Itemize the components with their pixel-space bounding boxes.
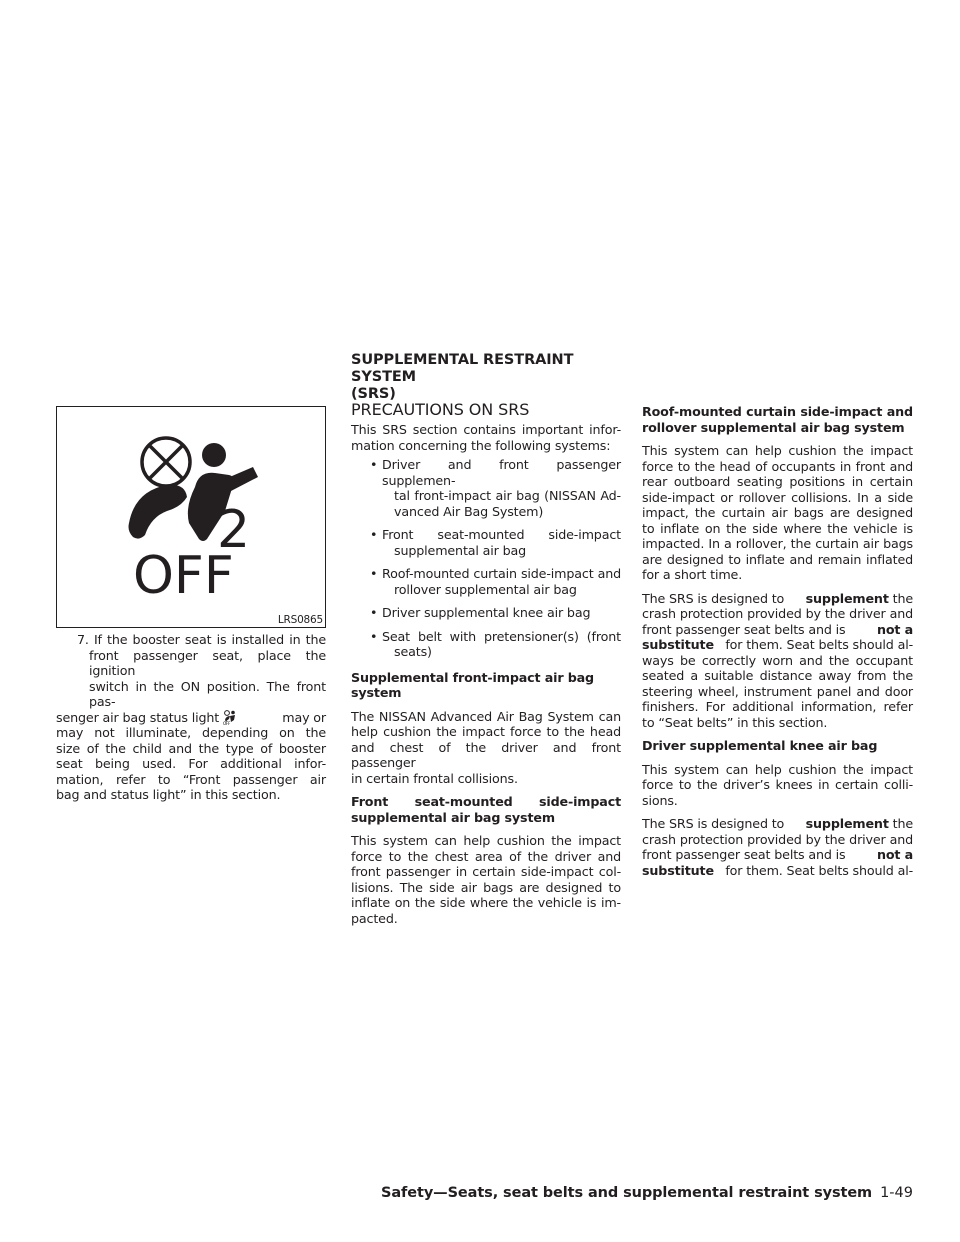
curtain-line-7: impacted. In a rollover, the curtain air bags [642, 536, 913, 551]
passenger-airbag-off-icon [57, 407, 325, 627]
intro-line-2: mation concerning the following systems: [351, 437, 611, 453]
curtain-line-5: impact, the curtain air bags are designed [642, 505, 913, 520]
knee-paragraph [642, 762, 913, 809]
side-impact-line-2: force to the chest area of the driver and [351, 848, 621, 864]
bullet-1-line-1: Driver and front passenger supplemen- [382, 457, 621, 488]
bullet-item-1 [351, 457, 621, 519]
item7-line-4 [56, 710, 326, 726]
bullet-symbol: • [370, 628, 378, 644]
para-a-line-8: finishers. For additional information, refer [642, 699, 913, 714]
bullet-3-line-2: rollover supplemental air bag [394, 581, 577, 597]
curtain-line-9: for a short time. [642, 567, 743, 582]
side-impact-line-4: lisions. The side air bags are designed to [351, 879, 621, 895]
item7-line-9: bag and status light” in this section. [56, 787, 281, 802]
side-impact-heading-line-1: Front seat-mounted side-impact [351, 794, 621, 809]
bullet-4-line-1: Driver supplemental knee air bag [382, 605, 591, 620]
front-impact-line-2: help cushion the impact force to the head [351, 724, 621, 739]
curtain-line-6: to inflate on the side where the vehicle is [642, 520, 913, 536]
item7-line-6: size of the child and the type of booster [56, 740, 326, 756]
page-footer [381, 1184, 913, 1202]
subheading-curtain [642, 404, 913, 435]
curtain-heading-line-1: Roof-mounted curtain side-impact and [642, 404, 913, 419]
item7-line-4-text: senger air bag status light [56, 709, 220, 725]
curtain-line-3: rear outboard seating positions in certain [642, 474, 913, 489]
column-2 [351, 400, 621, 926]
bullet-item-2 [351, 527, 621, 558]
para-a-l3-bold: not a [876, 621, 913, 637]
bullet-symbol: • [370, 527, 378, 542]
para-b-line-1 [642, 816, 913, 832]
para-b-l3-pre: front passenger seat belts and is [642, 847, 846, 862]
para-a-line-5: ways be correctly worn and the occupant [642, 652, 913, 668]
item7-line-1: 7. If the booster seat is installed in the [77, 632, 326, 647]
supplement-paragraph-a [642, 591, 913, 731]
curtain-line-1: This system can help cushion the impact [642, 443, 913, 458]
item7-line-4-end: may or [282, 709, 326, 725]
para-b-l1-post: the [892, 816, 913, 831]
side-impact-line-3: front passenger in certain side-impact col- [351, 864, 621, 879]
bullet-2-line-2: supplemental air bag [394, 542, 527, 558]
bullet-symbol: • [370, 566, 378, 581]
column-1 [56, 632, 326, 803]
footer-title: Safety—Seats, seat belts and supplemental restraint system [381, 1185, 873, 1201]
bullet-2-line-1: Front seat-mounted side-impact [382, 527, 621, 542]
column-3 [642, 404, 913, 878]
bullet-symbol: • [370, 605, 378, 620]
bullet-5-line-1: Seat belt with pretensioner(s) (front [382, 628, 621, 644]
para-a-line-2: crash protection provided by the driver and [642, 606, 913, 621]
intro-line-1: This SRS section contains important infor- [351, 422, 621, 437]
front-impact-paragraph [351, 709, 621, 787]
knee-line-3: sions. [642, 792, 678, 808]
para-a-l1-bold: supplement [805, 590, 889, 606]
item7-line-5: may not illuminate, depending on the [56, 725, 326, 740]
bullet-item-3 [351, 566, 621, 597]
knee-line-2: force to the driver’s knees in certain colli- [642, 777, 913, 792]
para-b-line-2: crash protection provided by the driver and [642, 831, 913, 847]
svg-text:OFF: OFF [223, 720, 231, 725]
figure-icon-status: OFF [133, 546, 234, 606]
side-impact-line-5: inflate on the side where the vehicle is im- [351, 895, 621, 910]
para-b-l4-post: for them. Seat belts should al- [725, 862, 913, 878]
curtain-line-8: are designed to inflate and remain inflated [642, 551, 913, 567]
section-title-line-2: (SRS) [351, 386, 396, 402]
item7-line-3: switch in the ON position. The front pas- [89, 678, 326, 709]
curtain-heading-line-2: rollover supplemental air bag system [642, 419, 905, 435]
supplement-paragraph-b [642, 816, 913, 878]
para-a-line-3 [642, 622, 913, 638]
para-b-l1-pre: The SRS is designed to [642, 816, 785, 831]
bullet-3-line-1: Roof-mounted curtain side-impact and [382, 566, 621, 581]
para-a-l4-bold: substitute [642, 637, 714, 652]
subheading-front-impact: Supplemental front-impact air bag system [351, 669, 594, 700]
para-b-l3-bold: not a [876, 847, 913, 862]
section-title-line-1: SUPPLEMENTAL RESTRAINT SYSTEM [351, 352, 574, 385]
curtain-paragraph [642, 443, 913, 583]
figure-label: LRS0865 [277, 614, 323, 626]
para-a-line-7: steering wheel, instrument panel and door [642, 683, 913, 699]
bullet-item-5 [351, 629, 621, 660]
bullet-symbol: • [370, 457, 378, 472]
figure-passenger-airbag-off [56, 406, 326, 628]
front-impact-line-3: and chest of the driver and front passenger [351, 739, 621, 770]
section-title [351, 352, 631, 403]
list-item-7 [56, 632, 326, 803]
para-b-line-3 [642, 847, 913, 863]
bullet-5-line-2: seats) [394, 644, 432, 659]
para-a-line-1 [642, 591, 913, 607]
heading-precautions: PRECAUTIONS ON SRS [351, 400, 530, 419]
airbag-status-light-icon [223, 710, 239, 725]
para-a-line-4 [642, 637, 913, 653]
front-impact-line-1: The NISSAN Advanced Air Bag System can [351, 708, 621, 724]
front-impact-line-4: in certain frontal collisions. [351, 770, 518, 786]
bullet-item-4 [351, 605, 621, 621]
side-impact-line-1: This system can help cushion the impact [351, 833, 621, 848]
subheading-side-impact [351, 794, 621, 825]
item7-line-2: front passenger seat, place the ignition [89, 647, 326, 678]
para-a-line-9: to “Seat belts” in this section. [642, 714, 828, 730]
para-b-line-4 [642, 863, 913, 879]
curtain-line-4: side-impact or rollover collisions. In a side [642, 489, 913, 505]
side-impact-paragraph [351, 833, 621, 926]
item7-line-7: seat being used. For additional infor- [56, 756, 326, 771]
knee-line-1: This system can help cushion the impact [642, 761, 913, 777]
para-b-l4-bold: substitute [642, 862, 714, 878]
bullet-1-line-2: tal front-impact air bag (NISSAN Ad- [394, 488, 621, 503]
side-impact-line-6: pacted. [351, 910, 398, 926]
page-number: 1-49 [880, 1185, 913, 1201]
side-impact-heading-line-2: supplemental air bag system [351, 809, 555, 825]
para-a-l1-pre: The SRS is designed to [642, 590, 785, 606]
item7-line-8: mation, refer to “Front passenger air [56, 771, 326, 787]
para-a-line-6: seated a suitable distance away from the [642, 668, 913, 683]
para-b-l1-bold: supplement [805, 816, 889, 831]
subheading-knee: Driver supplemental knee air bag [642, 738, 878, 753]
bullet-1-line-3: vanced Air Bag System) [394, 503, 544, 519]
curtain-line-2: force to the head of occupants in front and [642, 458, 913, 474]
para-a-l4-post: for them. Seat belts should al- [725, 637, 913, 652]
para-a-l3-pre: front passenger seat belts and is [642, 621, 846, 637]
para-a-l1-post: the [892, 590, 913, 606]
figure-icon-number: 2 [217, 500, 251, 560]
